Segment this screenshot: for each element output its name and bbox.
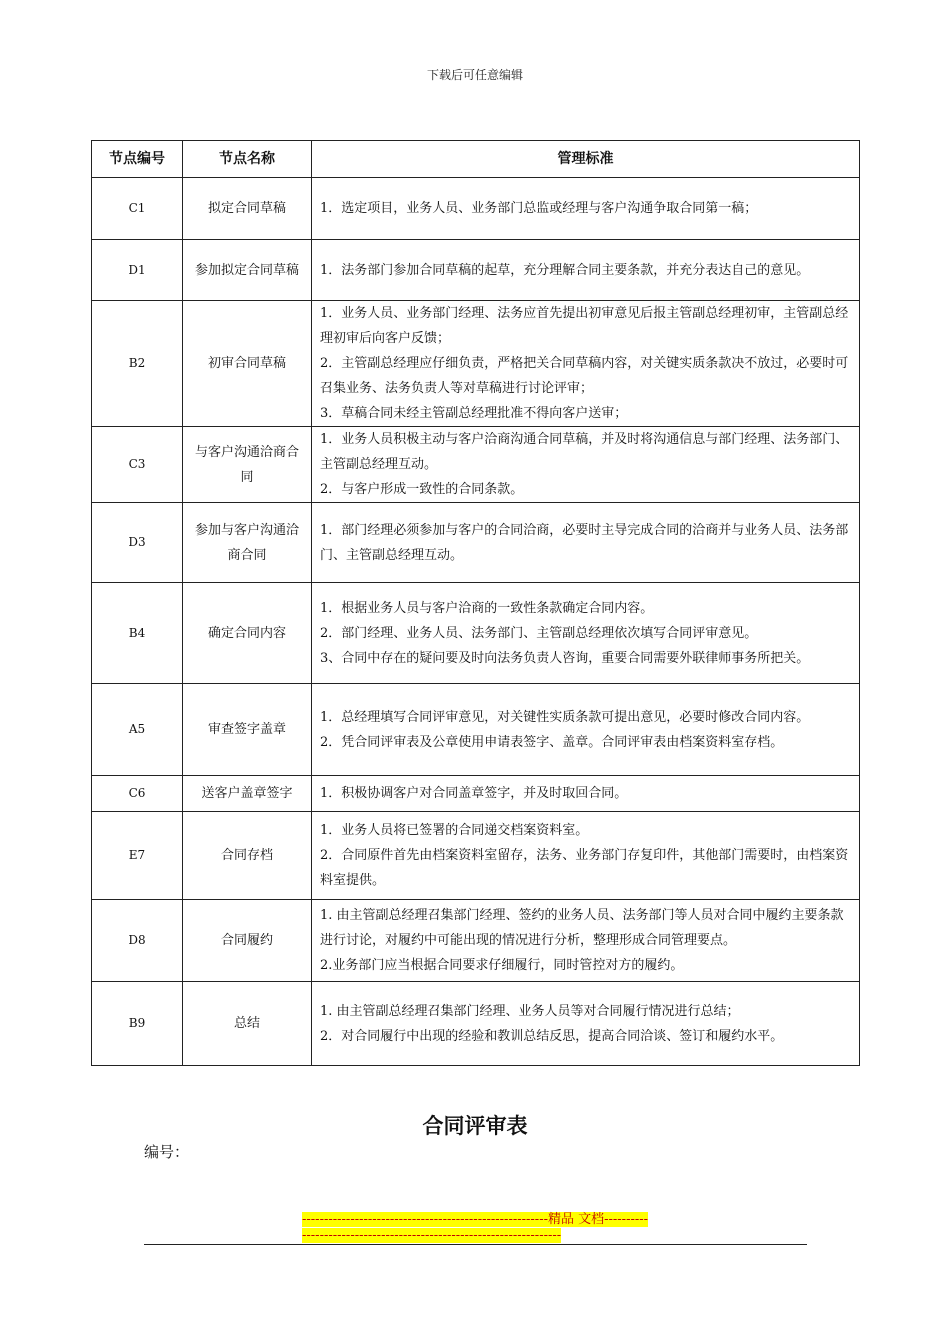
banner-text: --------------------------------------------------------精品 文档--------------------------------------------------------------------- (302, 1212, 649, 1243)
header-node-name: 节点名称 (183, 141, 312, 178)
table-row (92, 178, 860, 240)
node-code: C3 (92, 427, 183, 503)
table-row (92, 812, 860, 900)
management-standard-cell (312, 684, 860, 776)
node-code: D8 (92, 900, 183, 982)
standard-item: 3．草稿合同未经主管副总经理批准不得向客户送审； (320, 406, 628, 421)
standard-item: 2．与客户形成一致性的合同条款。 (320, 482, 524, 497)
management-standard-cell (312, 178, 860, 240)
node-name: 审查签字盖章 (183, 684, 312, 776)
table-row (92, 301, 860, 427)
standard-item: 2.业务部门应当根据合同要求仔细履行，同时管控对方的履约。 (320, 958, 684, 973)
table-row (92, 776, 860, 812)
standard-item: 2．对合同履行中出现的经验和教训总结反思，提高合同洽谈、签订和履约水平。 (320, 1028, 784, 1044)
management-standard-cell (312, 301, 860, 427)
management-standard-cell (312, 503, 860, 583)
management-standard-cell (312, 812, 860, 900)
footer-rule (144, 1244, 807, 1245)
node-code: B2 (92, 301, 183, 427)
node-name: 合同存档 (183, 812, 312, 900)
node-code: E7 (92, 812, 183, 900)
table-row (92, 900, 860, 982)
watermark-banner (302, 1212, 652, 1244)
management-standard-cell (312, 900, 860, 982)
standard-item: 1．总经理填写合同评审意见，对关键性实质条款可提出意见，必要时修改合同内容。 (320, 709, 810, 725)
standard-item: 1．根据业务人员与客户洽商的一致性条款确定合同内容。 (320, 600, 654, 616)
table-header-row (92, 141, 860, 178)
management-standard-cell (312, 776, 860, 812)
node-code: D1 (92, 240, 183, 301)
standard-item: 2．凭合同评审表及公章使用申请表签字、盖章。合同评审表由档案资料室存档。 (320, 734, 784, 750)
node-name: 与客户沟通洽商合同 (183, 427, 312, 503)
node-name: 合同履约 (183, 900, 312, 982)
standard-item: 3、合同中存在的疑问要及时向法务负责人咨询，重要合同需要外联律师事务所把关。 (320, 650, 810, 666)
table-row (92, 240, 860, 301)
standard-item: 2．部门经理、业务人员、法务部门、主管副总经理依次填写合同评审意见。 (320, 625, 758, 641)
standard-item: 2．主管副总经理应仔细负责，严格把关合同草稿内容，对关键实质条款决不放过，必要时可召集业务、法务负责人等对草稿进行讨论评审； (320, 356, 849, 396)
node-name: 拟定合同草稿 (183, 178, 312, 240)
node-name: 总结 (183, 982, 312, 1066)
management-standard-cell (312, 982, 860, 1066)
standard-item: 1．法务部门参加合同草稿的起草，充分理解合同主要条款，并充分表达自己的意见。 (320, 262, 810, 278)
table-row (92, 583, 860, 684)
management-standard-cell (312, 583, 860, 684)
node-name: 初审合同草稿 (183, 301, 312, 427)
standard-item: 1．积极协调客户对合同盖章签字，并及时取回合同。 (320, 786, 628, 801)
standard-item: 1. 由主管副总经理召集部门经理、业务人员等对合同履行情况进行总结； (320, 1003, 740, 1019)
management-standards-table (91, 140, 860, 1066)
standard-item: 1．业务人员、业务部门经理、法务应首先提出初审意见后报主管副总经理初审，主管副总经理初审后向客户反馈； (320, 306, 849, 346)
node-name: 参加拟定合同草稿 (183, 240, 312, 301)
header-management-standard: 管理标准 (312, 141, 860, 178)
node-code: B9 (92, 982, 183, 1066)
node-name: 参加与客户沟通洽商合同 (183, 503, 312, 583)
node-code: C6 (92, 776, 183, 812)
management-standard-cell (312, 427, 860, 503)
standard-item: 1．部门经理必须参加与客户的合同洽商，必要时主导完成合同的洽商并与业务人员、法务部门、主管副总经理互动。 (320, 522, 849, 563)
form-number-label: 编号： (144, 1143, 190, 1161)
table-row (92, 684, 860, 776)
table-row (92, 982, 860, 1066)
node-code: C1 (92, 178, 183, 240)
header-note: 下载后可任意编辑 (426, 68, 523, 82)
node-code: B4 (92, 583, 183, 684)
node-name: 确定合同内容 (183, 583, 312, 684)
node-code: D3 (92, 503, 183, 583)
standard-item: 1. 由主管副总经理召集部门经理、签约的业务人员、法务部门等人员对合同中履约主要条款进行讨论，对履约中可能出现的情况进行分析，整理形成合同管理要点。 (320, 908, 844, 948)
table-row (92, 427, 860, 503)
management-standard-cell (312, 240, 860, 301)
node-code: A5 (92, 684, 183, 776)
standard-item: 1．业务人员积极主动与客户洽商沟通合同草稿，并及时将沟通信息与部门经理、法务部门、主管副总经理互动。 (320, 432, 849, 472)
header-node-code: 节点编号 (92, 141, 183, 178)
standard-item: 1．业务人员将已签署的合同递交档案资料室。 (320, 823, 589, 838)
standard-item: 2．合同原件首先由档案资料室留存，法务、业务部门存复印件，其他部门需要时，由档案资料室提供。 (320, 848, 849, 888)
standard-item: 1．选定项目，业务人员、业务部门总监或经理与客户沟通争取合同第一稿； (320, 201, 758, 216)
form-title: 合同评审表 (422, 1114, 528, 1138)
table-row (92, 503, 860, 583)
node-name: 送客户盖章签字 (183, 776, 312, 812)
